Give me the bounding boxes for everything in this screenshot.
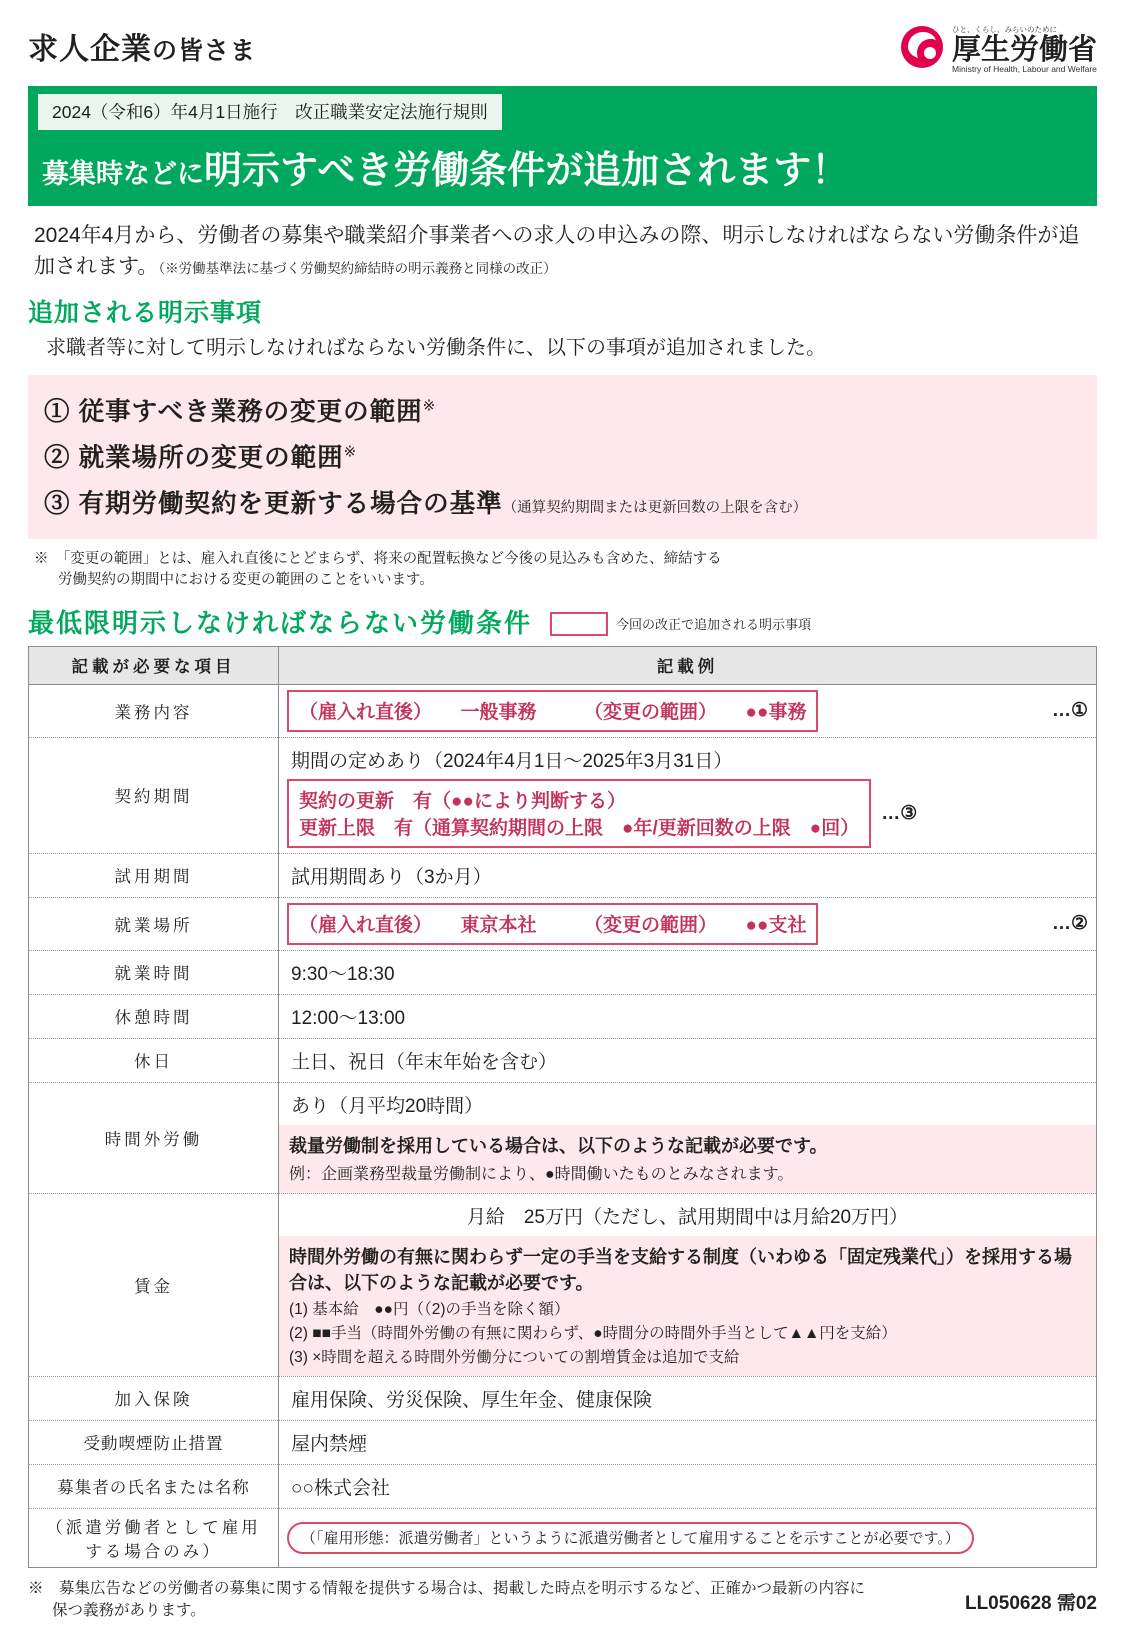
intro-text: 2024年4月から、労働者の募集や職業紹介事業者への求人の申込みの際、明示しなければならない労働条件が追加されます。 [34,223,1080,278]
bottom-footnote-line-1: ※ 募集広告などの労働者の募集に関する情報を提供する場合は、掲載した時点を明示するなど、正確かつ最新の内容に [28,1579,866,1597]
ministry-tagline: ひと、くらし、みらいのために [951,25,1057,34]
table-row [29,950,1097,994]
row-label: 受動喫煙防止措置 [29,1420,279,1464]
row-marker: …③ [881,802,918,824]
highlight-box [287,779,871,848]
table-row [29,1082,1097,1193]
section-heading-additions: 追加される明示事項 [28,298,263,327]
column-header-item: 記載が必要な項目 [29,646,279,684]
row-label: 試用期間 [29,853,279,897]
footnote-line-1: ※ 「変更の範囲」とは、雇入れ直後にとどまらず、将来の配置転換など今後の見込みも含めた、締結する [34,550,722,567]
table-row [29,1376,1097,1420]
row-value [279,1193,1097,1376]
conditions-table [28,646,1097,1568]
table-row [29,737,1097,853]
green-banner [28,86,1097,206]
row-marker: …② [1051,913,1088,935]
row-note [279,1236,1096,1376]
highlight-box: （雇入れ直後） 一般事務 （変更の範囲） ●●事務 [287,690,818,732]
section-paragraph-additions: 求職者等に対して明示しなければならない労働条件に、以下の事項が追加されました。 [46,336,826,359]
row-marker: …① [1051,700,1088,722]
dispatch-note: （「雇用形態：派遣労働者」というように派遣労働者として雇用することを示すことが必要です。） [287,1522,974,1554]
row-label: 就業時間 [29,950,279,994]
table-row [29,684,1097,737]
table-heading-row [28,603,1097,640]
row-value [279,684,1097,737]
row-value [279,1376,1097,1420]
ministry-name-jp: 厚生労働省 [951,34,1097,66]
ministry-name-en: Ministry of Health, Labour and Welfare [951,64,1097,74]
legend-swatch-icon [550,612,608,636]
table-row [29,853,1097,897]
legend [550,612,811,640]
row-text: ○○株式会社 [291,1477,390,1499]
item-number: ① [44,397,71,426]
ministry-logo [900,18,1097,74]
row-label: 時間外労働 [29,1082,279,1193]
banner-headline [38,139,1087,194]
page-header [28,18,1097,74]
note-item: (2) ■■手当（時間外労働の有無に関わらず、●時間分の時間外手当として▲▲円を支給） [289,1324,897,1342]
table-row [29,1420,1097,1464]
row-label: 加入保険 [29,1376,279,1420]
row-label: 就業場所 [29,897,279,950]
document-code: LL050628 需02 [964,1593,1097,1614]
item-sup: ※ [343,443,358,460]
row-text: 月給 25万円（ただし、試用期間中は月給20万円） [466,1206,909,1228]
row-value [279,1082,1097,1193]
item-text: 有期労働契約を更新する場合の基準 [78,489,503,518]
mhlw-emblem-icon [900,25,944,69]
row-value [279,1420,1097,1464]
table-row [29,1508,1097,1567]
effective-date-badge: 2024（令和6）年4月1日施行 改正職業安定法施行規則 [38,94,502,130]
table-row [29,1464,1097,1508]
row-text: 試用期間あり（3か月） [291,866,492,888]
note-title: 時間外労働の有無に関わらず一定の手当を支給する制度（いわゆる「固定残業代」）を採用する場合は、以下のような記載が必要です。 [289,1246,1072,1293]
additions-footnote [28,549,1097,591]
row-text: 屋内禁煙 [291,1433,368,1455]
list-item [44,433,1081,479]
row-label: 業務内容 [29,684,279,737]
page-title-main: 求人企業 [28,33,152,66]
banner-headline-pre: 募集時などに [42,158,204,189]
row-label: 賃金 [29,1193,279,1376]
row-label: 休日 [29,1038,279,1082]
row-label: 募集者の氏名または名称 [29,1464,279,1508]
row-label: 契約期間 [29,737,279,853]
note-item: (3) ×時間を超える時間外労働分についての割増賃金は追加で支給 [289,1348,740,1366]
row-value [279,1038,1097,1082]
list-item [44,387,1081,433]
page-title-sub: の皆さま [152,37,257,65]
column-header-example: 記載例 [279,646,1097,684]
bottom-footnote-line-2: 保つ義務があります。 [52,1602,206,1619]
additions-list [28,375,1097,539]
intro-note: （※労働基準法に基づく労働契約締結時の明示義務と同様の改正） [158,261,557,276]
item-text: 就業場所の変更の範囲 [78,443,344,472]
row-value [279,853,1097,897]
item-sup: ※ [422,397,437,414]
note-item: (1) 基本給 ●●円（（2)の手当を除く額） [289,1300,570,1318]
table-row [29,1038,1097,1082]
bottom-footnote [28,1578,1097,1623]
row-value [279,1464,1097,1508]
row-value [279,737,1097,853]
banner-headline-main: 明示すべき労働条件が追加されます！ [204,149,850,192]
row-text: 土日、祝日（年末年始を含む） [291,1051,558,1073]
item-number: ③ [44,489,71,518]
note-body: 例：企画業務型裁量労働制により、●時間働いたものとみなされます。 [289,1165,794,1183]
row-label: （派遣労働者として雇用する場合のみ） [29,1508,279,1567]
table-row [29,897,1097,950]
note-title: 裁量労働制を採用している場合は、以下のような記載が必要です。 [289,1135,828,1156]
ministry-name [952,20,1097,74]
row-value [279,1508,1097,1567]
row-text: 期間の定めあり（2024年4月1日～2025年3月31日） [291,750,733,772]
row-value [279,950,1097,994]
row-text: 12:00～13:00 [291,1007,406,1029]
row-value [279,897,1097,950]
item-number: ② [44,443,71,472]
table-row [29,994,1097,1038]
table-row [29,1193,1097,1376]
row-note [279,1125,1096,1193]
item-text: 従事すべき業務の変更の範囲 [78,397,423,426]
row-value [279,994,1097,1038]
row-text: 雇用保険、労災保険、厚生年金、健康保険 [291,1389,653,1411]
item-tail: （通算契約期間または更新回数の上限を含む） [502,499,808,516]
table-header-row [29,646,1097,684]
page-title [28,18,256,68]
highlight-line-2: 更新上限 有（通算契約期間の上限 ●年/更新回数の上限 ●回） [299,817,860,839]
row-label: 休憩時間 [29,994,279,1038]
highlight-line-1: 契約の更新 有（●●により判断する） [299,790,626,812]
row-text: 9:30～18:30 [291,963,395,985]
highlight-box: （雇入れ直後） 東京本社 （変更の範囲） ●●支社 [287,903,818,945]
footnote-line-2: 労働契約の期間中における変更の範囲のことをいいます。 [58,571,434,588]
list-item [44,479,1081,525]
legend-label: 今回の改正で追加される明示事項 [616,617,812,633]
row-text: あり（月平均20時間） [291,1095,484,1117]
table-title: 最低限明示しなければならない労働条件 [28,607,533,638]
intro-paragraph [28,220,1097,283]
